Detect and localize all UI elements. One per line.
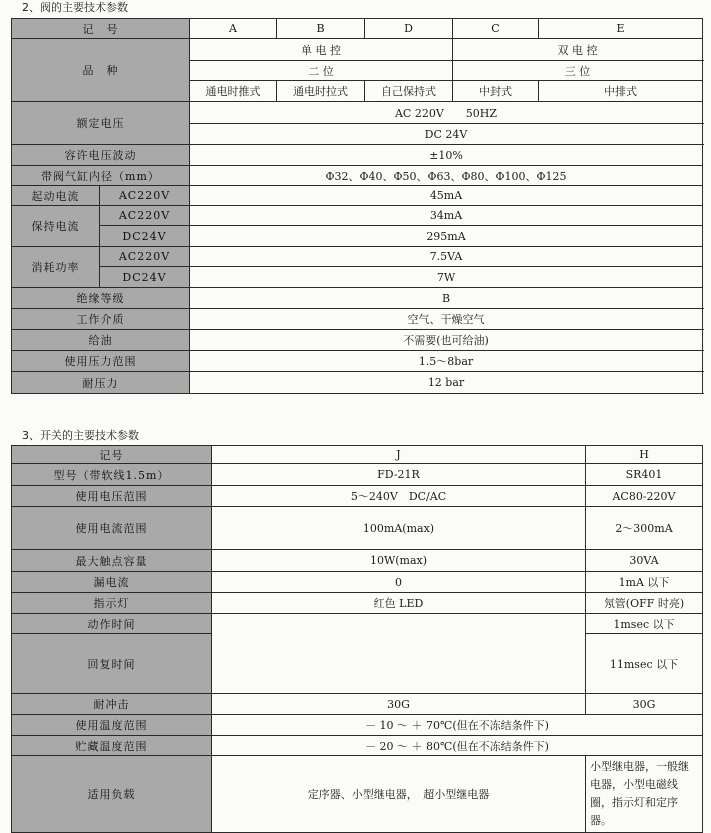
bore-label: 带阀气缸内径（mm） [12, 166, 190, 186]
table-row [12, 186, 703, 206]
table-row [12, 330, 703, 351]
table-row [12, 446, 703, 464]
valve-spec-table [11, 18, 703, 394]
single-control: 单 电 控 [190, 39, 453, 61]
sw-use-temp-value: － 10 ～ ＋ 70℃(但在不冻结条件下) [212, 715, 703, 736]
hold-current-label: 保持电流 [12, 206, 100, 247]
table-row [12, 593, 703, 614]
sw-action-h: 1msec 以下 [586, 614, 703, 634]
voltage-fluct-label: 容许电压波动 [12, 145, 190, 166]
table-row [12, 372, 703, 394]
table-row [12, 206, 703, 226]
sw-action-recover-j-empty [212, 614, 586, 694]
code-b: B [277, 19, 365, 39]
sw-indicator-j: 红色 LED [212, 593, 586, 614]
table-row [12, 550, 703, 572]
table-row [12, 19, 703, 39]
start-ac-main: 45mA [190, 186, 703, 206]
sw-load-label: 适用负载 [12, 756, 212, 833]
sw-indicator-label: 指示灯 [12, 593, 212, 614]
table-row [12, 507, 703, 550]
sw-action-label: 动作时间 [12, 614, 212, 634]
table-row [12, 247, 703, 267]
rated-voltage-label: 额定电压 [12, 102, 190, 145]
section3-title: 3、开关的主要技术参数 [22, 429, 139, 442]
symbol-label: 记 号 [12, 19, 190, 39]
table-row [12, 267, 703, 288]
rated-voltage-ac: AC 220V 50HZ [190, 102, 703, 124]
three-position: 三 位 [453, 61, 703, 81]
sw-leak-h: 1mA 以下 [586, 572, 703, 593]
oil-value: 不需要(也可给油) [190, 330, 703, 351]
type-c: 中封式 [453, 81, 539, 102]
sw-code-h: H [586, 446, 703, 464]
section2-title: 2、阀的主要技术参数 [22, 1, 128, 14]
type-a: 通电时推式 [190, 81, 277, 102]
sw-symbol-label: 记号 [12, 446, 212, 464]
table-row [12, 756, 703, 833]
table-row [12, 351, 703, 372]
oil-label: 给油 [12, 330, 190, 351]
proof-value: 12 bar [190, 372, 703, 394]
sw-current-label: 使用电流范围 [12, 507, 212, 550]
type-e: 中排式 [539, 81, 703, 102]
sw-model-label: 型号（带软线1.5m） [12, 464, 212, 486]
double-control: 双 电 控 [453, 39, 703, 61]
sw-store-temp-value: － 20 ～ ＋ 80℃(但在不冻结条件下) [212, 736, 703, 756]
table-row [12, 572, 703, 593]
hold-ac220-label: AC220V [100, 206, 190, 226]
start-ac220-label: AC220V [100, 186, 190, 206]
variety-label: 品 种 [12, 39, 190, 102]
bore-main: Φ32、Φ40、Φ50、Φ63、Φ80、Φ100、Φ125 [190, 166, 703, 186]
power-ac220-label: AC220V [100, 247, 190, 267]
sw-code-j: J [212, 446, 586, 464]
sw-recover-label: 回复时间 [12, 634, 212, 694]
medium-label: 工作介质 [12, 309, 190, 330]
table-row [12, 614, 703, 634]
insulation-value: B [190, 288, 703, 309]
table-row [12, 736, 703, 756]
type-d: 自己保持式 [365, 81, 453, 102]
pressure-label: 使用压力范围 [12, 351, 190, 372]
rated-voltage-dc: DC 24V [190, 124, 703, 145]
sw-recover-h: 11msec 以下 [586, 634, 703, 694]
voltage-fluct-value: ±10% [190, 145, 703, 166]
table-row [12, 166, 703, 186]
type-b: 通电时拉式 [277, 81, 365, 102]
sw-current-j: 100mA(max) [212, 507, 586, 550]
sw-shock-j: 30G [212, 694, 586, 715]
medium-value: 空气、干燥空气 [190, 309, 703, 330]
switch-spec-table [11, 445, 703, 833]
table-row [12, 486, 703, 507]
sw-store-temp-label: 贮藏温度范围 [12, 736, 212, 756]
table-row [12, 145, 703, 166]
power-ac-main: 7.5VA [190, 247, 703, 267]
table-row [12, 715, 703, 736]
power-label: 消耗功率 [12, 247, 100, 288]
sw-contact-h: 30VA [586, 550, 703, 572]
start-current-label: 起动电流 [12, 186, 100, 206]
sw-leak-label: 漏电流 [12, 572, 212, 593]
sw-voltage-j: 5～240V DC/AC [212, 486, 586, 507]
sw-shock-h: 30G [586, 694, 703, 715]
code-d: D [365, 19, 453, 39]
sw-contact-label: 最大触点容量 [12, 550, 212, 572]
code-e: E [539, 19, 703, 39]
sw-use-temp-label: 使用温度范围 [12, 715, 212, 736]
hold-dc-main: 295mA [190, 226, 703, 247]
code-c: C [453, 19, 539, 39]
table-row [12, 309, 703, 330]
power-dc-main: 7W [190, 267, 703, 288]
sw-current-h: 2～300mA [586, 507, 703, 550]
sw-contact-j: 10W(max) [212, 550, 586, 572]
code-a: A [190, 19, 277, 39]
sw-voltage-label: 使用电压范围 [12, 486, 212, 507]
table-row [12, 102, 703, 124]
two-position: 二 位 [190, 61, 453, 81]
sw-load-h: 小型继电器，一般继电器，小型电磁线圈，指示灯和定序器。 [586, 756, 703, 833]
sw-model-h: SR401 [586, 464, 703, 486]
table-row [12, 464, 703, 486]
proof-label: 耐压力 [12, 372, 190, 394]
table-row [12, 226, 703, 247]
sw-indicator-h: 氖管(OFF 时亮) [586, 593, 703, 614]
table-row [12, 288, 703, 309]
sw-voltage-h: AC80-220V [586, 486, 703, 507]
insulation-label: 绝缘等级 [12, 288, 190, 309]
power-dc24-label: DC24V [100, 267, 190, 288]
table-row [12, 39, 703, 61]
sw-leak-j: 0 [212, 572, 586, 593]
hold-ac-main: 34mA [190, 206, 703, 226]
table-row [12, 694, 703, 715]
sw-load-j: 定序器、小型继电器， 超小型继电器 [212, 756, 586, 833]
sw-shock-label: 耐冲击 [12, 694, 212, 715]
sw-model-j: FD-21R [212, 464, 586, 486]
pressure-value: 1.5～8bar [190, 351, 703, 372]
hold-dc24-label: DC24V [100, 226, 190, 247]
